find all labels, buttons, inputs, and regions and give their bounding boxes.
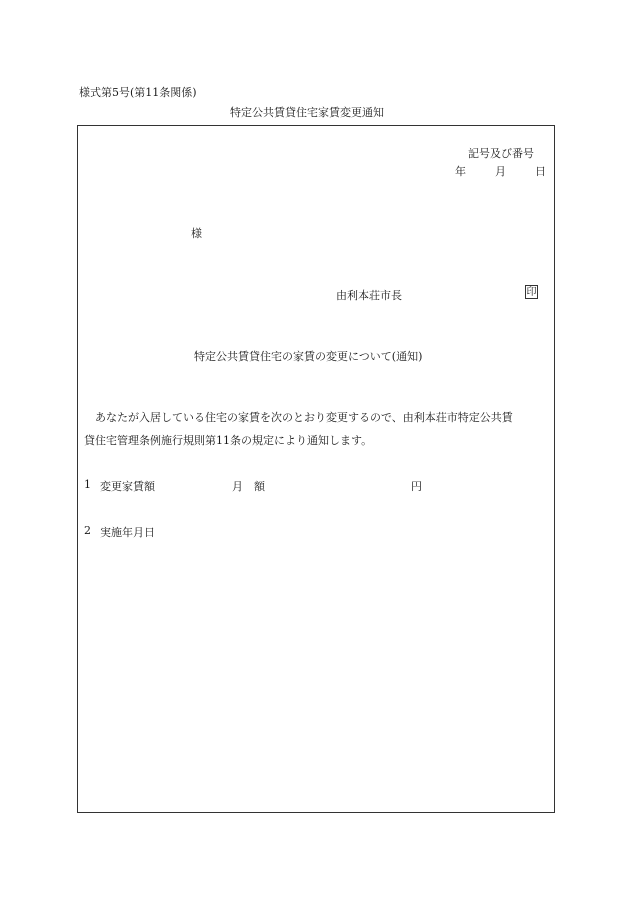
notice-body [84, 406, 550, 452]
item-1-label: 変更家賃額 [100, 480, 155, 493]
date-line [455, 163, 546, 179]
form-number: 様式第5号(第11条関係) [79, 86, 197, 99]
date-month-label: 月 [495, 165, 506, 178]
item-1-monthly-label: 月 額 [232, 480, 265, 493]
body-line-2: 貸住宅管理条例施行規則第11条の規定により通知します。 [84, 434, 373, 447]
item-2-number: 2 [84, 524, 91, 537]
recipient-honorific: 様 [191, 227, 202, 240]
issuer-name: 由利本荘市長 [336, 289, 402, 302]
item-2-label: 実施年月日 [100, 526, 155, 539]
reference-number-label: 記号及び番号 [468, 147, 534, 160]
seal-mark: 印 [526, 287, 537, 298]
notice-subject: 特定公共賃貸住宅の家賃の変更について(通知) [194, 350, 423, 363]
body-line-1: あなたが入居している住宅の家賃を次のとおり変更するので、由利本荘市特定公共賃 [95, 411, 513, 424]
form-frame [77, 125, 555, 813]
date-year-label: 年 [455, 165, 466, 178]
date-day-label: 日 [535, 165, 546, 178]
document-title: 特定公共賃貸住宅家賃変更通知 [230, 106, 384, 119]
item-1-number: 1 [84, 478, 91, 491]
item-1-yen-unit: 円 [411, 480, 422, 493]
